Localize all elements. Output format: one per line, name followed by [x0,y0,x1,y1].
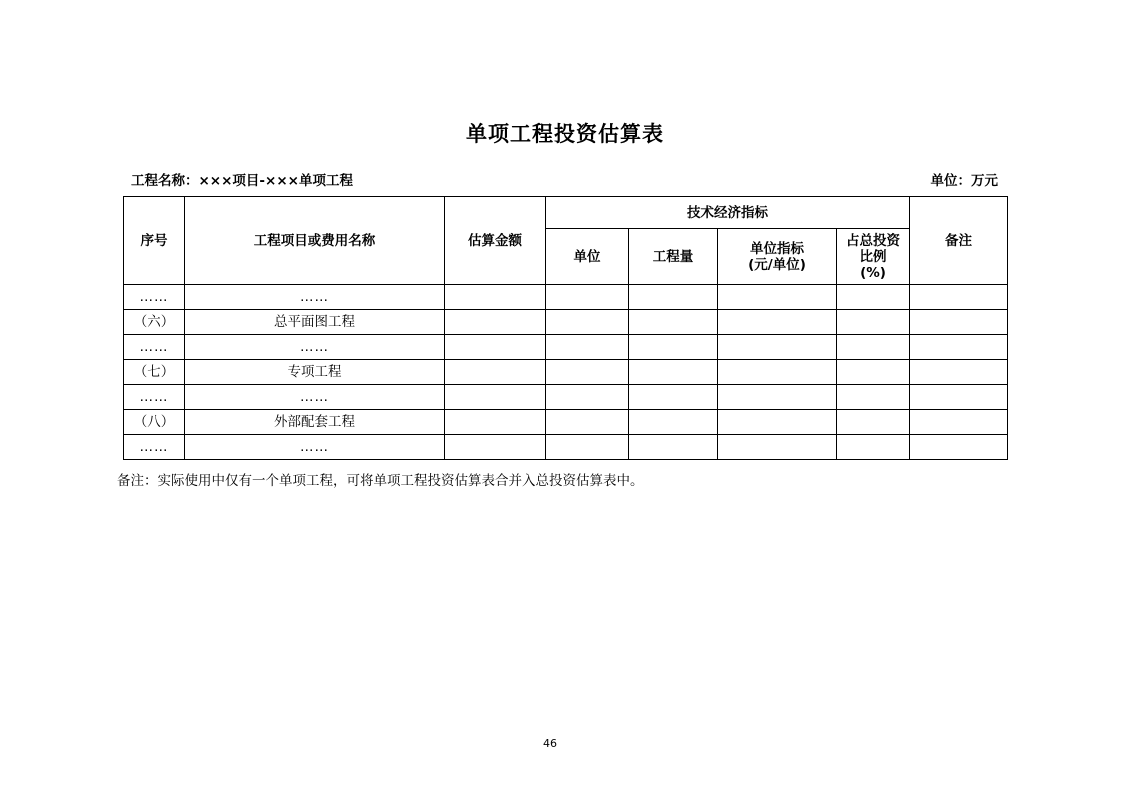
row-seq: …… [124,435,185,460]
header-amount: 估算金额 [445,197,546,285]
row-quantity [629,310,718,335]
table-row [124,385,1008,410]
unit-label: 单位：万元 [930,173,998,189]
row-ratio [837,310,910,335]
header-ratio-line2: 比例 [859,248,887,265]
row-amount [445,410,546,435]
row-ratio [837,385,910,410]
row-quantity [629,410,718,435]
header-ratio-line1: 占总投资 [846,232,900,249]
page-number: 46 [543,737,557,750]
row-name: 总平面图工程 [185,310,445,335]
row-amount [445,285,546,310]
row-unit-index [718,310,837,335]
row-seq: …… [124,335,185,360]
table-row [124,410,1008,435]
row-seq: …… [124,385,185,410]
row-unit-index [718,385,837,410]
row-ratio [837,410,910,435]
row-ratio [837,285,910,310]
row-unit [546,435,629,460]
row-remark [910,285,1008,310]
row-remark [910,385,1008,410]
header-ratio-line3: (%) [860,264,886,281]
row-amount [445,360,546,385]
row-amount [445,335,546,360]
row-unit [546,360,629,385]
row-ratio [837,435,910,460]
row-unit [546,310,629,335]
row-unit-index [718,335,837,360]
row-remark [910,410,1008,435]
row-remark [910,310,1008,335]
row-unit [546,335,629,360]
row-unit-index [718,435,837,460]
row-unit [546,385,629,410]
row-unit [546,285,629,310]
header-tech-group: 技术经济指标 [546,197,910,229]
table-row [124,360,1008,385]
row-seq: （八） [124,410,185,435]
table-row [124,435,1008,460]
row-remark [910,360,1008,385]
row-name: …… [185,385,445,410]
header-unit-index-line1: 单位指标 [750,240,804,257]
row-quantity [629,435,718,460]
row-ratio [837,335,910,360]
row-name: …… [185,335,445,360]
row-seq: （七） [124,360,185,385]
header-quantity: 工程量 [629,229,718,285]
row-amount [445,435,546,460]
row-quantity [629,285,718,310]
table-note: 备注：实际使用中仅有一个单项工程，可将单项工程投资估算表合并入总投资估算表中。 [117,473,644,489]
table-row [124,285,1008,310]
table-row [124,335,1008,360]
header-remark: 备注 [910,197,1008,285]
row-unit [546,410,629,435]
header-seq: 序号 [124,197,185,285]
header-unit-index-line2: (元/单位) [748,256,806,273]
row-seq: …… [124,285,185,310]
header-ratio [837,229,910,285]
header-unit: 单位 [546,229,629,285]
row-amount [445,310,546,335]
row-name: …… [185,435,445,460]
row-unit-index [718,285,837,310]
row-unit-index [718,410,837,435]
header-name: 工程项目或费用名称 [185,197,445,285]
row-amount [445,385,546,410]
row-name: 专项工程 [185,360,445,385]
row-name: 外部配套工程 [185,410,445,435]
row-seq: （六） [124,310,185,335]
estimate-table [123,196,1008,460]
row-name: …… [185,285,445,310]
row-quantity [629,335,718,360]
row-ratio [837,360,910,385]
row-unit-index [718,360,837,385]
header-unit-index [718,229,837,285]
row-remark [910,435,1008,460]
header-row-1 [124,197,1008,229]
project-name: 工程名称：×××项目-×××单项工程 [131,173,353,189]
row-quantity [629,360,718,385]
table-row [124,310,1008,335]
row-remark [910,335,1008,360]
row-quantity [629,385,718,410]
document-title: 单项工程投资估算表 [466,121,664,146]
